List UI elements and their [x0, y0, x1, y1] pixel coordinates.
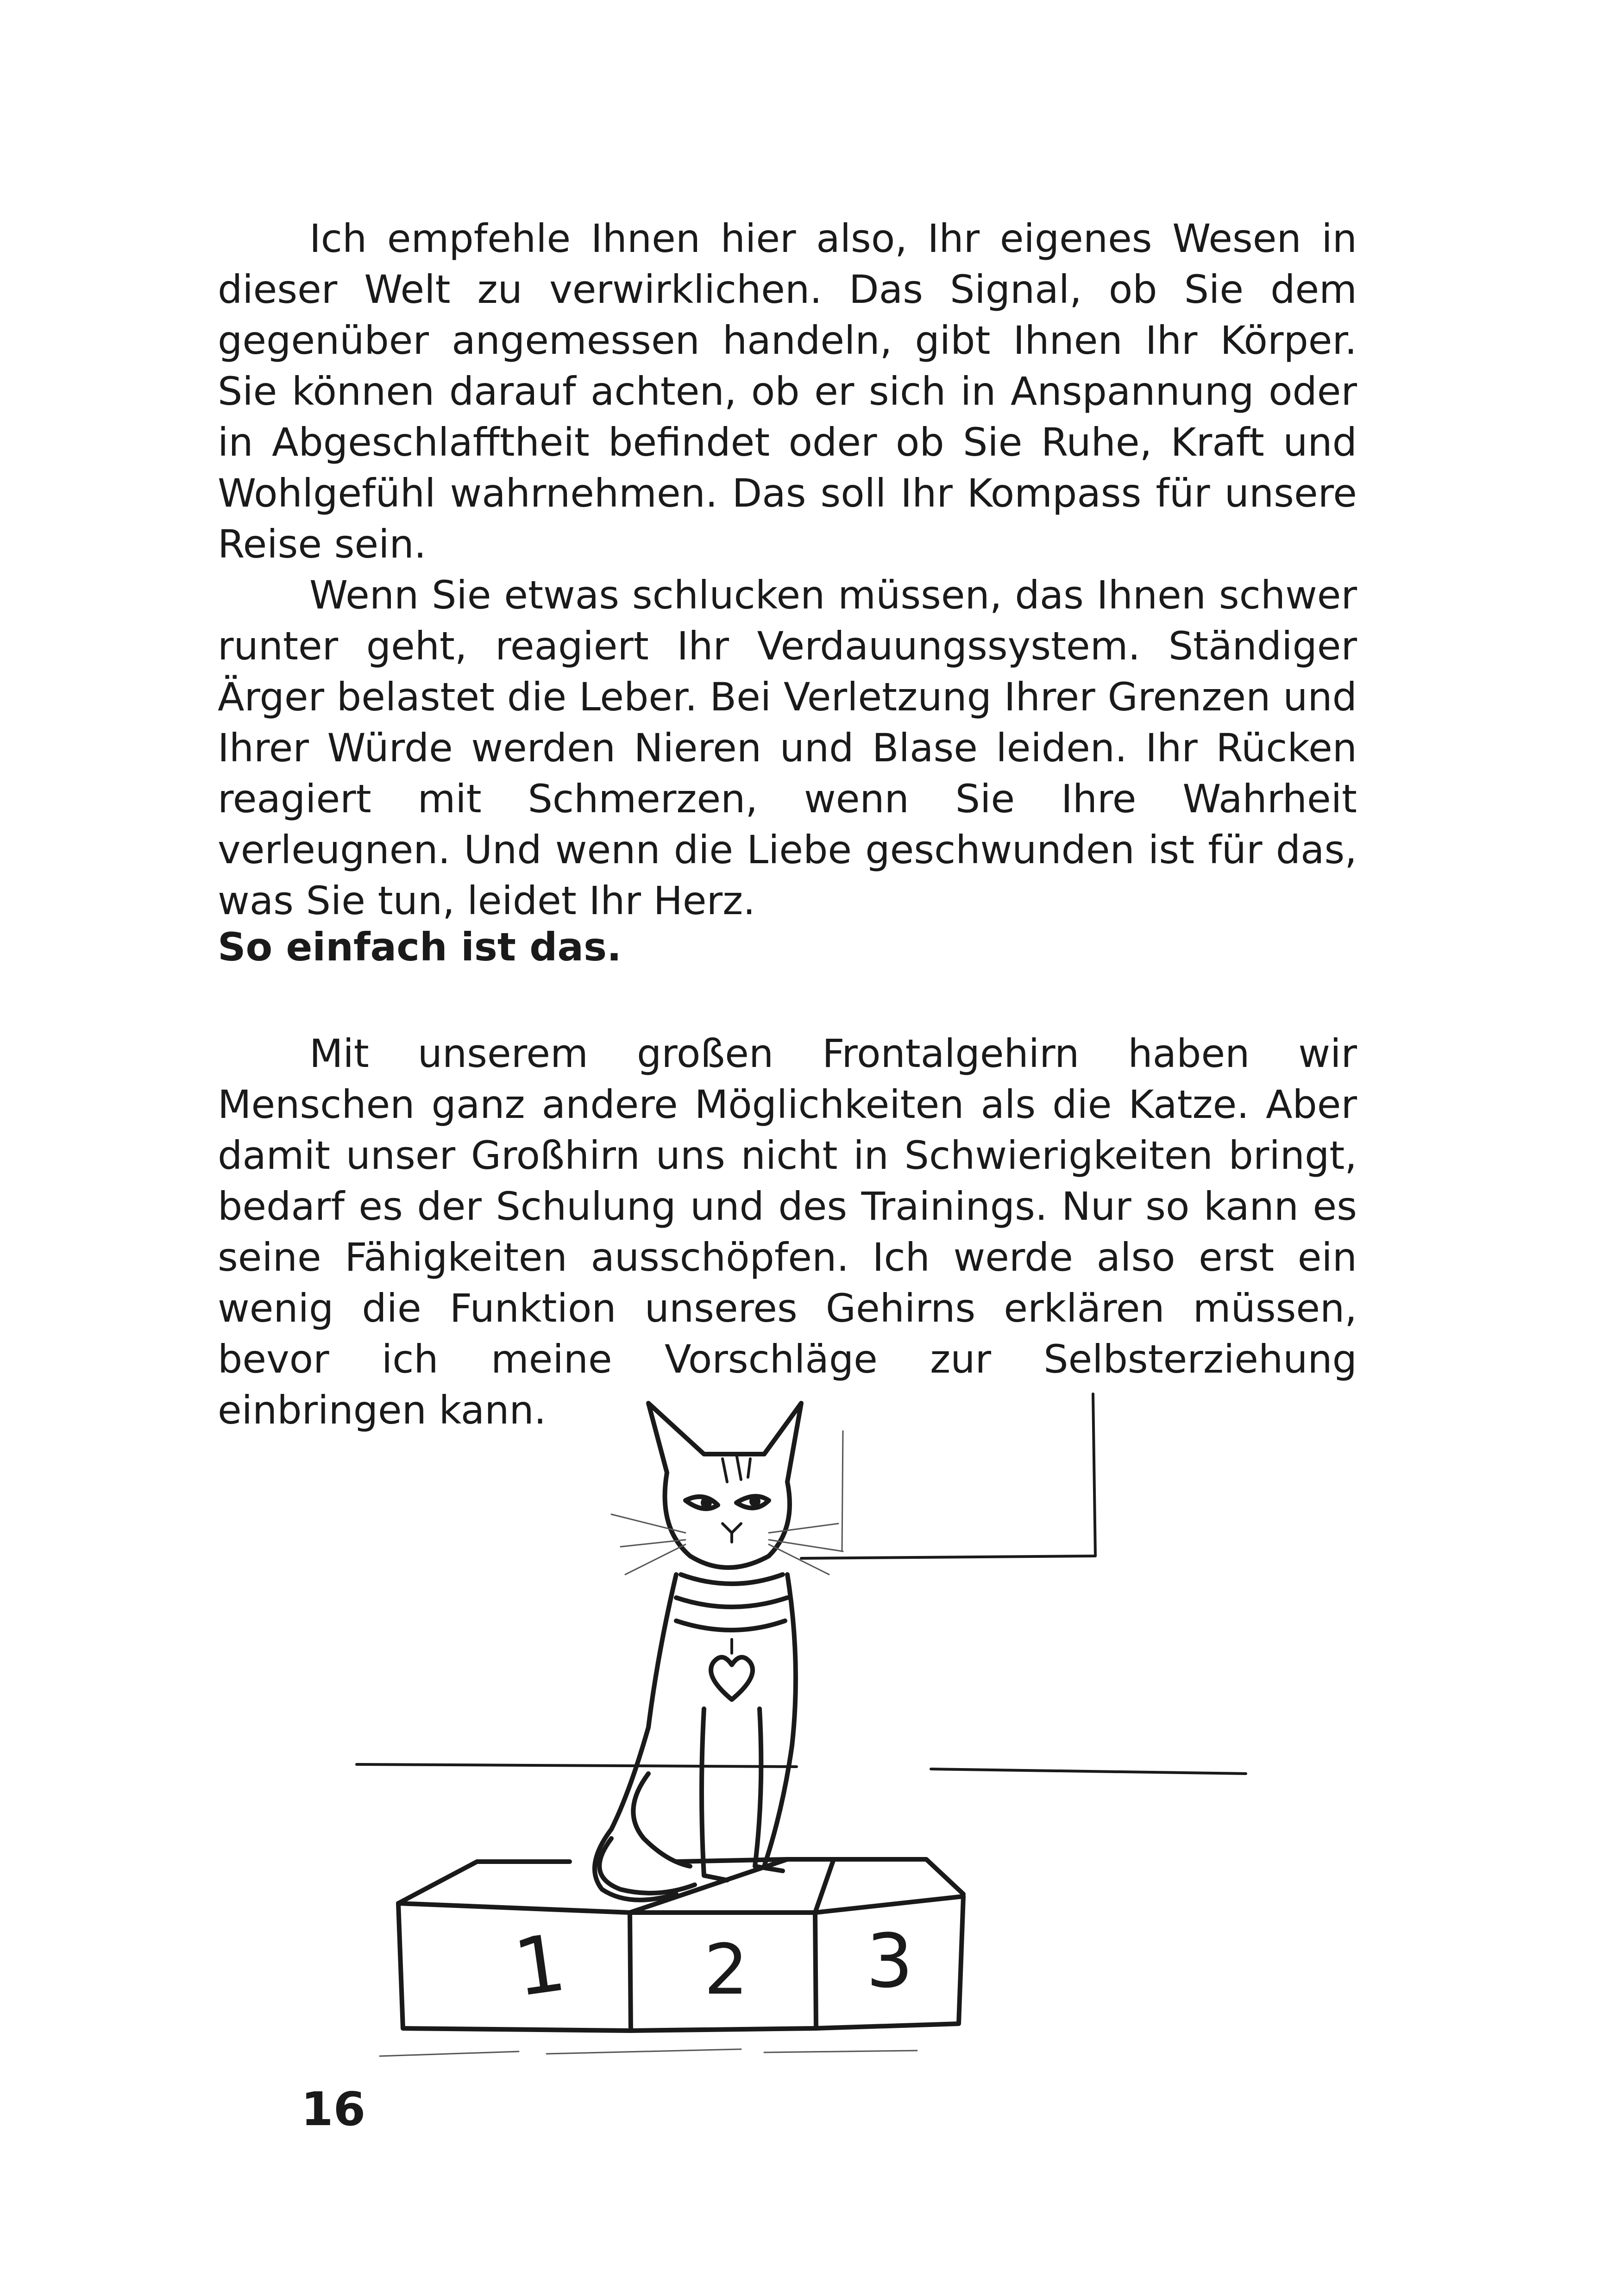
podium-label-3: 3 [866, 1918, 913, 2004]
cat-figure [595, 1403, 843, 1900]
podium-label-1: 1 [509, 1917, 571, 2015]
floor-line [357, 1764, 1246, 1774]
paragraph: Mit unserem großen Frontalgehirn haben wir Menschen ganz andere Möglichkeiten als die Katze. Aber damit unser Großhirn uns nicht in Schwierigkeiten bringt, bedarf es der Schulung und des Trainings. Nur so kann es seine Fähigkeiten ausschöpfen. Ich werde also erst ein wenig die Funktion unseres Gehirns erklären müssen, bevor ich meine Vorschläge zur Selbsterziehung einbringen kann. [218, 1031, 1357, 1433]
wall-line [801, 1394, 1095, 1558]
wall-line-faint [842, 1431, 843, 1551]
page-number: 16 [301, 2082, 366, 2136]
cat-on-podium-illustration [324, 1375, 1250, 2070]
body-text-top [218, 213, 1357, 926]
paragraph: Ich empfehle Ihnen hier also, Ihr eigenes Wesen in dieser Welt zu verwirklichen. Das Signal, ob Sie dem gegenüber angemessen handeln, gibt Ihnen Ihr Körper. Sie können darauf achten, ob er sich in Anspannung oder in Abgeschlafftheit befindet oder ob Sie Ruhe, Kraft und Wohlgefühl wahrnehmen. Das soll Ihr Kompass für unsere Reise sein. [218, 216, 1357, 567]
section-heading: So einfach ist das. [218, 924, 622, 970]
paragraph: Wenn Sie etwas schlucken müssen, das Ihnen schwer runter geht, reagiert Ihr Verdauungssystem. Ständiger Ärger belastet die Leber. Bei Verletzung Ihrer Grenzen und Ihrer Würde werden Nieren und Blase leiden. Ihr Rücken reagiert mit Schmerzen, wenn Sie Ihre Wahrheit verleugnen. Und wenn die Liebe geschwunden ist für das, was Sie tun, leidet Ihr Herz. [218, 572, 1357, 923]
body-text-bottom [218, 1028, 1357, 1436]
podium-label-2: 2 [704, 1930, 748, 2010]
